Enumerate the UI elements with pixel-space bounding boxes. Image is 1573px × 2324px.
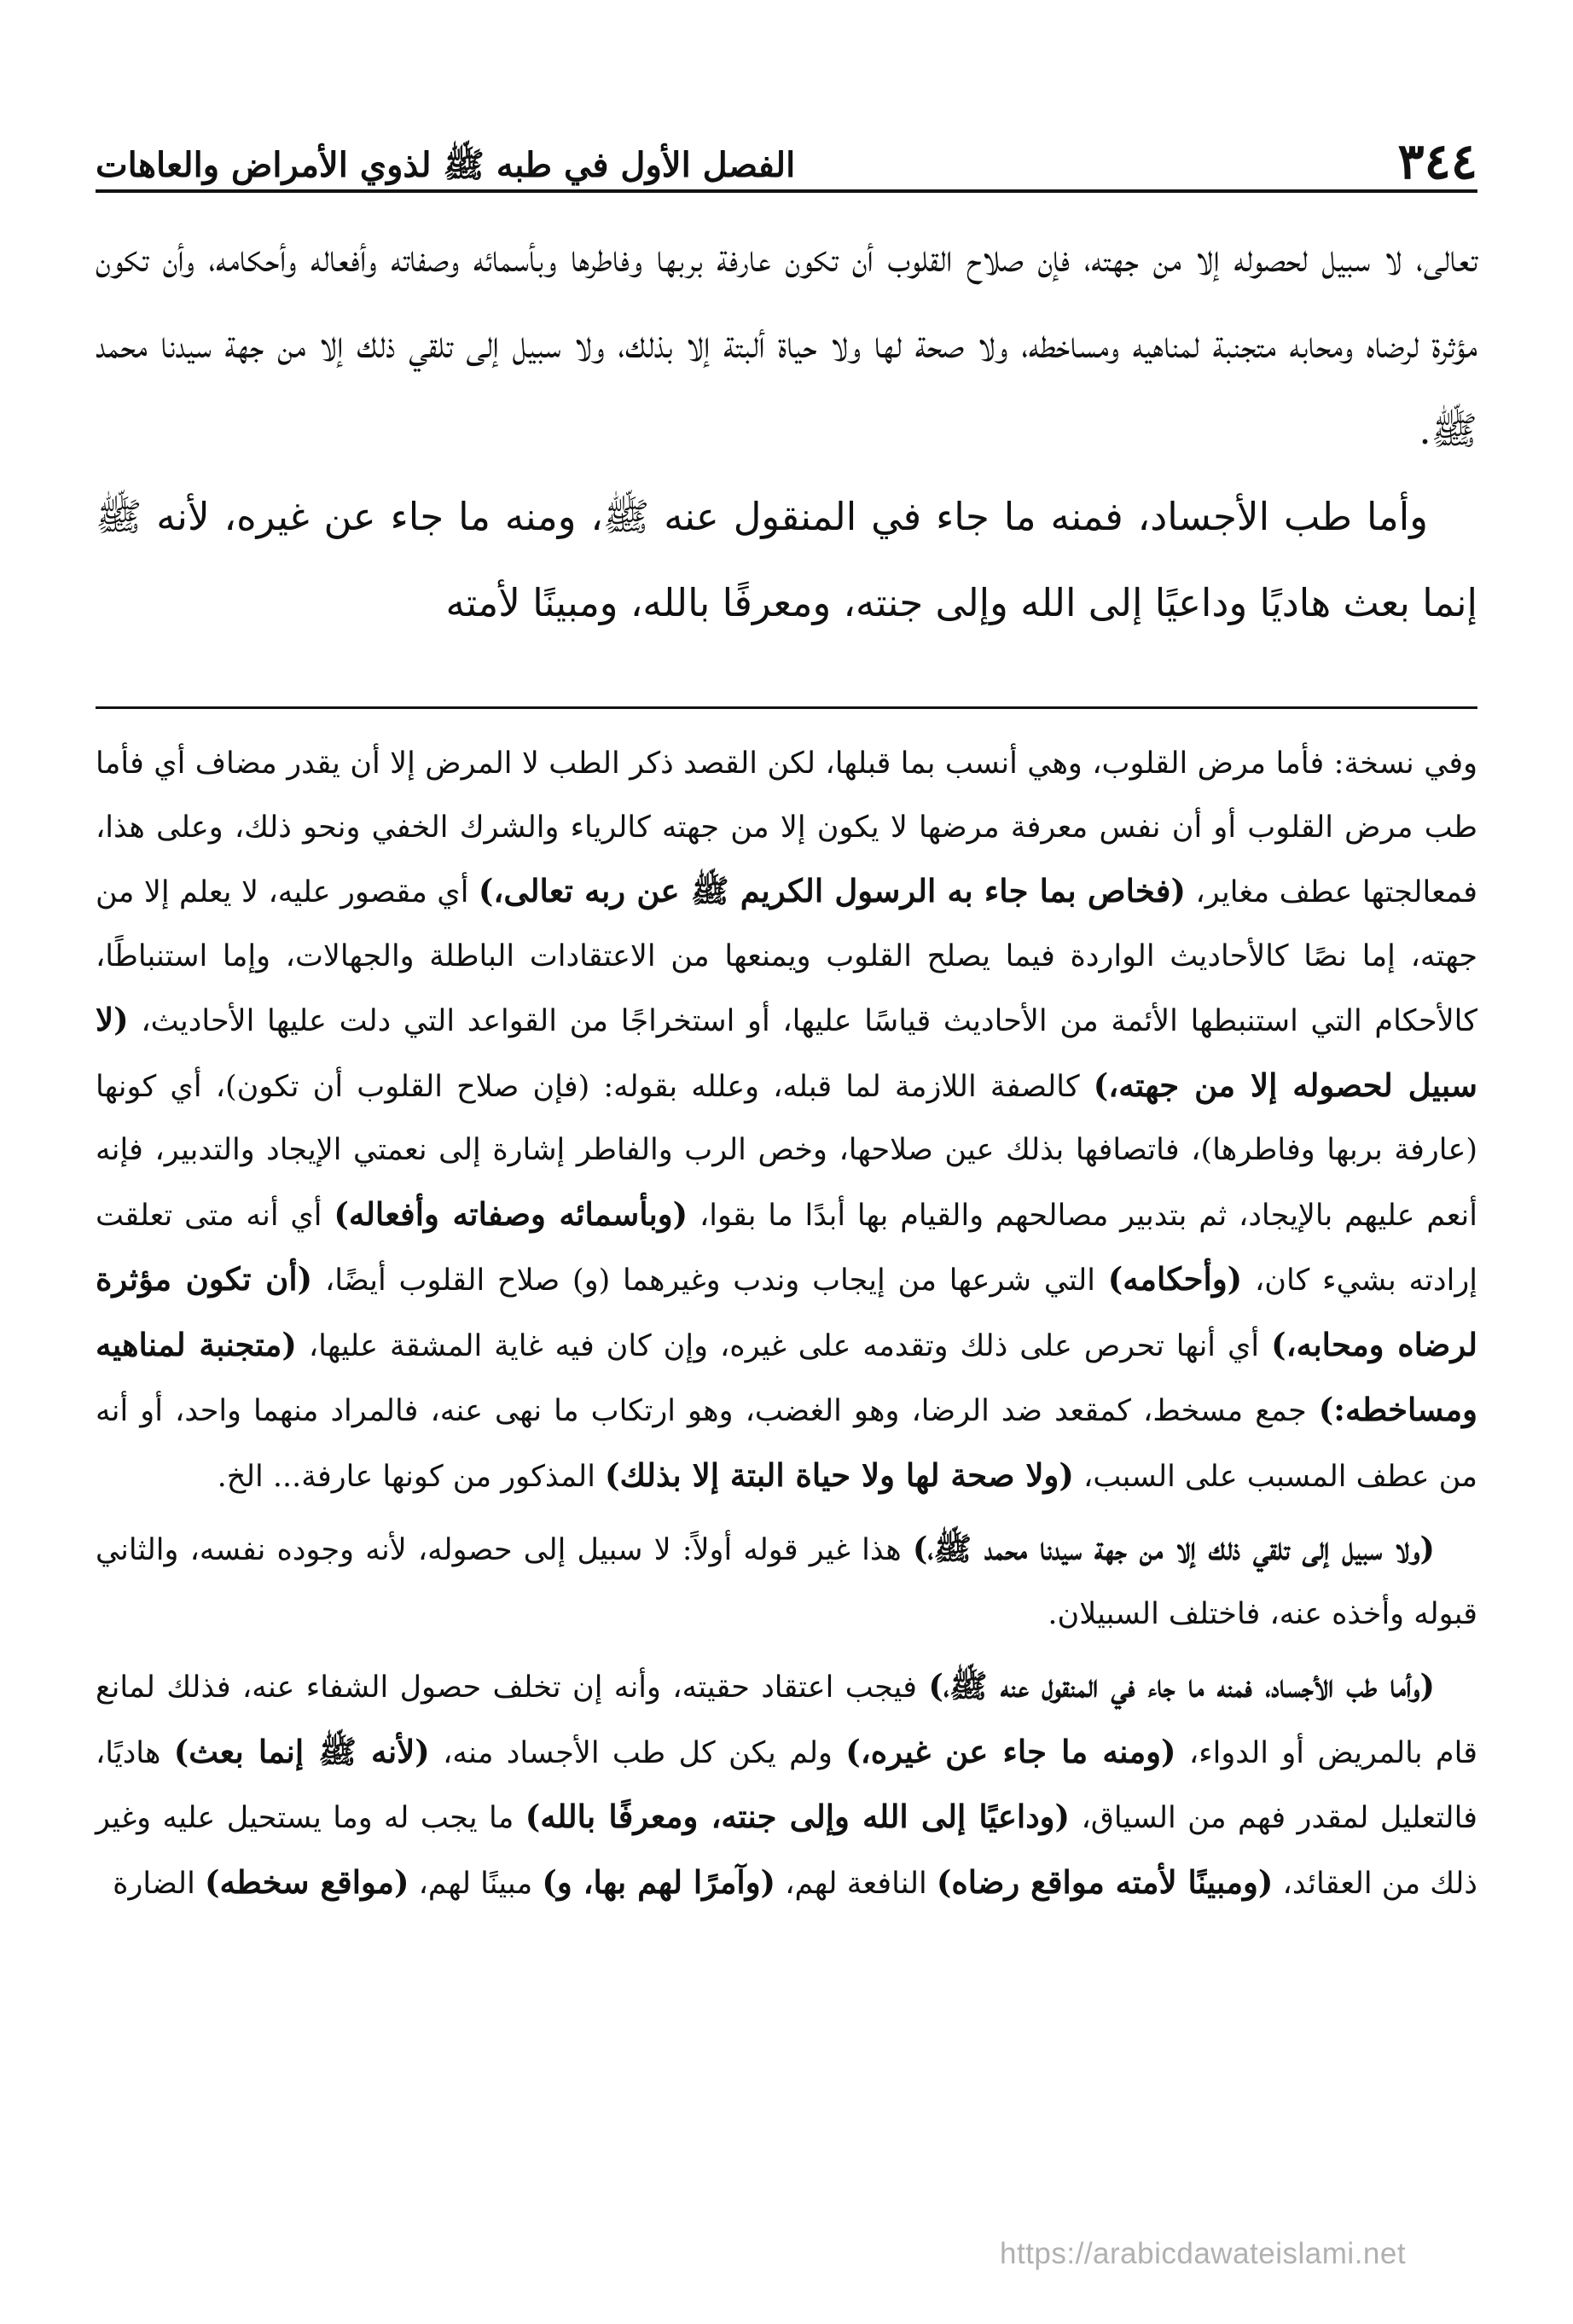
- commentary-text: ، أي كونها: [96, 1069, 226, 1104]
- commentary-text: أي مقصور عليه، لا يعلم إلا من جهته، إما نصًا كالأحاديث الواردة فيما يصلح القلوب ويمنعها من الاعتقادات الباطلة والجهالات، وإما استنباطًا، كالأحكام التي استنبطها الأئمة من الأحاديث قياسًا عليها، أو استخراجًا من القواعد التي دلت عليها الأحاديث،: [96, 875, 1477, 1038]
- quoted-matn-text: (وبأسمائه وصفاته وأفعاله): [334, 1194, 688, 1233]
- commentary-section: [96, 732, 1477, 1915]
- commentary-text: أي أنه متى تعلقت إرادته بشيء كان،: [96, 1198, 1477, 1298]
- commentary-text: المذكور من كونها عارفة... الخ.: [217, 1459, 606, 1494]
- quoted-matn-text: (أن تكون مؤثرة لرضاه ومحابه،): [96, 1260, 1478, 1363]
- commentary-text: ، فاتصافها بذلك عين صلاحها، وخص الرب والفاطر إشارة إلى نعمتي الإيجاد والتدبير، فإنه أنعم عليهم بالإيجاد، ثم بتدبير مصالحهم والقيام بها أبدًا ما بقوا،: [96, 1133, 1477, 1233]
- commentary-text: هذا غير قوله أولاً: لا سبيل إلى حصوله، لأنه وجوده نفسه، والثاني قبوله وأخذه عنه، فاختلف السبيلان.: [96, 1533, 1477, 1631]
- commentary-text: النافعة لهم،: [775, 1866, 937, 1901]
- watermark: https://arabicdawateislami.net: [1000, 2237, 1407, 2270]
- commentary-text: مبينًا لهم،: [409, 1866, 543, 1901]
- quoted-matn-text: (ومبينًا لأمته مواقع رضاه): [936, 1862, 1274, 1901]
- commentary-text: ولم يكن كل طب الأجساد منه،: [429, 1735, 846, 1770]
- footnote-rule: [96, 706, 1477, 709]
- quoted-matn-text: (وأما طب الأجساد، فمنه ما جاء في المنقول عنه ﷺ،): [928, 1667, 1435, 1705]
- commentary-text: جمع مسخط، كمقعد ضد الرضا، وهو الغضب، وهو ارتكاب ما نهى عنه، فالمراد منهما واحد، أو أنه من عطف المسبب على السبب،: [96, 1394, 1477, 1494]
- main-paragraph: وأما طب الأجساد، فمنه ما جاء في المنقول عنه ﷺ، ومنه ما جاء عن غيره، لأنه ﷺ إنما بعث هاديًا وداعيًا إلى الله وإلى جنته، ومعرفًا بالله، ومبينًا لأمته: [96, 494, 1477, 625]
- quoted-matn-text: (وآمرًا لهم بها، و): [542, 1862, 776, 1901]
- quoted-matn-text: (ولا سبيل إلى تلقي ذلك إلا من جهة سيدنا محمد ﷺ،): [912, 1530, 1436, 1567]
- quoted-matn-text: (ومنه ما جاء عن غيره،): [845, 1732, 1176, 1770]
- commentary-text: أي أنها تحرص على ذلك وتقدمه على غيره، وإن كان فيه غاية المشقة عليها،: [296, 1328, 1272, 1363]
- commentary-text: (عارفة بربها وفاطرها): [1200, 1133, 1477, 1167]
- commentary-text: وفي نسخة: فأما مرض القلوب، وهي أنسب بما قبلها، لكن القصد ذكر الطب لا المرض إلا أن يقدر مضاف أي فأما طب مرض القلوب أو أن نفس معرفة مرضها لا يكون إلا من جهته كالرياء والشرك الخفي ونحو ذلك، وعلى هذا، فمعالجتها عطف مغاير،: [96, 747, 1478, 909]
- commentary-text: هاديًا، فالتعليل لمقدر فهم من السياق،: [96, 1735, 1477, 1835]
- commentary-text: ما يجب له وما يستحيل عليه وغير ذلك من العقائد،: [96, 1801, 1477, 1901]
- quoted-matn-text: (وأحكامه): [1107, 1260, 1243, 1298]
- commentary-paragraph: [96, 1517, 1477, 1646]
- quoted-matn-text: (ولا صحة لها ولا حياة البتة إلا بذلك): [605, 1455, 1074, 1494]
- page-number: ٣٤٤: [1397, 132, 1477, 190]
- main-paragraph: تعالى، لا سبيل لحصوله إلا من جهته، فإن صلاح القلوب أن تكون عارفة بربها وفاطرها وبأسمائه وصفاته وأفعاله وأحكامه، وأن تكون مؤثرة لرضاه ومحابه متجنبة لمناهيه ومساخطه، ولا صحة لها ولا حياة ألبتة إلا بذلك، ولا سبيل إلى تلقي ذلك إلا من جهة سيدنا محمد ﷺ.: [96, 235, 1477, 453]
- running-title: الفصل الأول في طبه ﷺ لذوي الأمراض والعاهات: [96, 145, 796, 185]
- commentary-text: كالصفة اللازمة لما قبله، وعلله بقوله:: [589, 1069, 1094, 1104]
- quoted-matn-text: (مواقع سخطه): [204, 1862, 409, 1901]
- commentary-text: الضارة: [113, 1866, 205, 1901]
- quoted-matn-text: (فخاص بما جاء به الرسول الكريم ﷺ عن ربه تعالى،): [478, 872, 1186, 909]
- commentary-paragraph: [96, 732, 1477, 1508]
- main-text: [96, 215, 1477, 646]
- page-header: [96, 109, 1477, 190]
- quoted-matn-text: (وداعيًا إلى الله وإلى جنته، ومعرفًا بالله): [525, 1798, 1071, 1835]
- commentary-text: فيجب اعتقاد حقيته، وأنه إن تخلف حصول الشفاء عنه، فذلك لمانع قام بالمريض أو الدواء،: [96, 1670, 1477, 1770]
- commentary-text: التي شرعها من إيجاب وندب وغيرهما (و) صلاح القلوب أيضًا،: [312, 1264, 1108, 1298]
- quoted-matn-text: (لا سبيل لحصوله إلا من جهته،): [96, 1001, 1477, 1104]
- commentary-text: (فإن صلاح القلوب أن تكون): [225, 1069, 590, 1104]
- quoted-matn-text: (متجنبة لمناهيه ومساخطه:): [96, 1325, 1477, 1428]
- commentary-paragraph: [96, 1654, 1477, 1915]
- header-rule: [96, 189, 1477, 193]
- quoted-matn-text: (لأنه ﷺ إنما بعث): [173, 1732, 430, 1770]
